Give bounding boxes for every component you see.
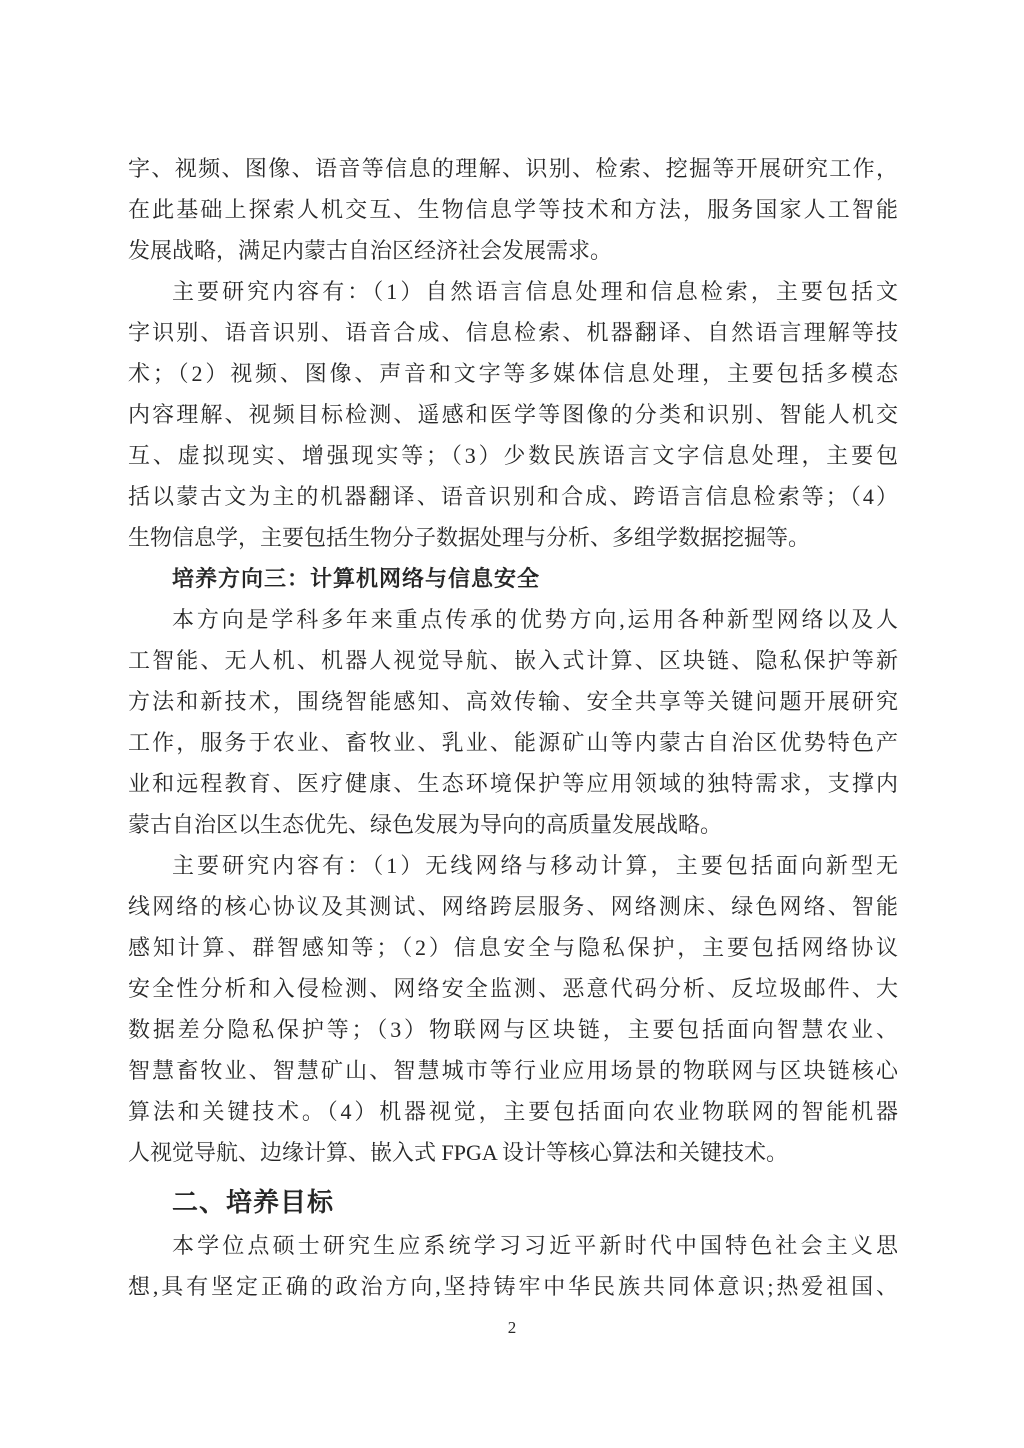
paragraph — [128, 845, 898, 1173]
chapter-heading — [128, 1173, 898, 1225]
paragraph — [128, 599, 898, 845]
chapter-heading-text: 二、培养目标 — [172, 1187, 335, 1217]
body-line: 字、视频、图像、语音等信息的理解、识别、检索、挖掘等开展研究工作， — [128, 156, 898, 181]
paragraph — [128, 271, 898, 558]
body-line: 方法和新技术，围绕智能感知、高效传输、安全共享等关键问题开展研究 — [128, 689, 898, 714]
body-line: 工智能、无人机、机器人视觉导航、嵌入式计算、区块链、隐私保护等新 — [128, 648, 898, 673]
page-number: 2 — [507, 1318, 517, 1337]
body-line: 术；（2）视频、图像、声音和文字等多媒体信息处理，主要包括多模态 — [128, 361, 898, 386]
paragraph — [128, 1225, 898, 1307]
body-line: 本方向是学科多年来重点传承的优势方向,运用各种新型网络以及人 — [172, 607, 898, 632]
body-line: 安全性分析和入侵检测、网络安全监测、恶意代码分析、反垃圾邮件、大 — [128, 976, 898, 1001]
paragraph — [128, 148, 898, 271]
body-line: 数据差分隐私保护等；（3）物联网与区块链，主要包括面向智慧农业、 — [128, 1017, 898, 1042]
body-line: 生物信息学，主要包括生物分子数据处理与分析、多组学数据挖掘等。 — [128, 525, 811, 550]
body-line: 字识别、语音识别、语音合成、信息检索、机器翻译、自然语言理解等技 — [128, 320, 898, 345]
body-line: 本学位点硕士研究生应系统学习习近平新时代中国特色社会主义思 — [172, 1233, 898, 1258]
body-line: 线网络的核心协议及其测试、网络跨层服务、网络测床、绿色网络、智能 — [128, 894, 898, 919]
body-line: 括以蒙古文为主的机器翻译、语音识别和合成、跨语言信息检索等；（4） — [128, 484, 898, 509]
document-body — [128, 148, 898, 1307]
section-heading-text: 培养方向三：计算机网络与信息安全 — [172, 566, 541, 591]
body-line: 业和远程教育、医疗健康、生态环境保护等应用领域的独特需求，支撑内 — [128, 771, 898, 796]
section-heading — [128, 558, 898, 599]
body-line: 工作，服务于农业、畜牧业、乳业、能源矿山等内蒙古自治区优势特色产 — [128, 730, 898, 755]
body-line: 主要研究内容有：（1）自然语言信息处理和信息检索，主要包括文 — [172, 279, 898, 304]
body-line: 蒙古自治区以生态优先、绿色发展为导向的高质量发展战略。 — [128, 812, 723, 837]
body-line: 智慧畜牧业、智慧矿山、智慧城市等行业应用场景的物联网与区块链核心 — [128, 1058, 898, 1083]
body-line: 内容理解、视频目标检测、遥感和医学等图像的分类和识别、智能人机交 — [128, 402, 898, 427]
body-line: 想,具有坚定正确的政治方向,坚持铸牢中华民族共同体意识;热爱祖国、 — [128, 1274, 898, 1299]
body-line: 算法和关键技术。（4）机器视觉，主要包括面向农业物联网的智能机器 — [128, 1099, 898, 1124]
body-line: 互、虚拟现实、增强现实等；（3）少数民族语言文字信息处理，主要包 — [128, 443, 898, 468]
body-line: 发展战略，满足内蒙古自治区经济社会发展需求。 — [128, 238, 613, 263]
body-line: 人视觉导航、边缘计算、嵌入式 FPGA 设计等核心算法和关键技术。 — [128, 1140, 789, 1165]
body-line: 主要研究内容有：（1）无线网络与移动计算，主要包括面向新型无 — [172, 853, 898, 878]
body-line: 在此基础上探索人机交互、生物信息学等技术和方法，服务国家人工智能 — [128, 197, 898, 222]
body-line: 感知计算、群智感知等；（2）信息安全与隐私保护，主要包括网络协议 — [128, 935, 898, 960]
